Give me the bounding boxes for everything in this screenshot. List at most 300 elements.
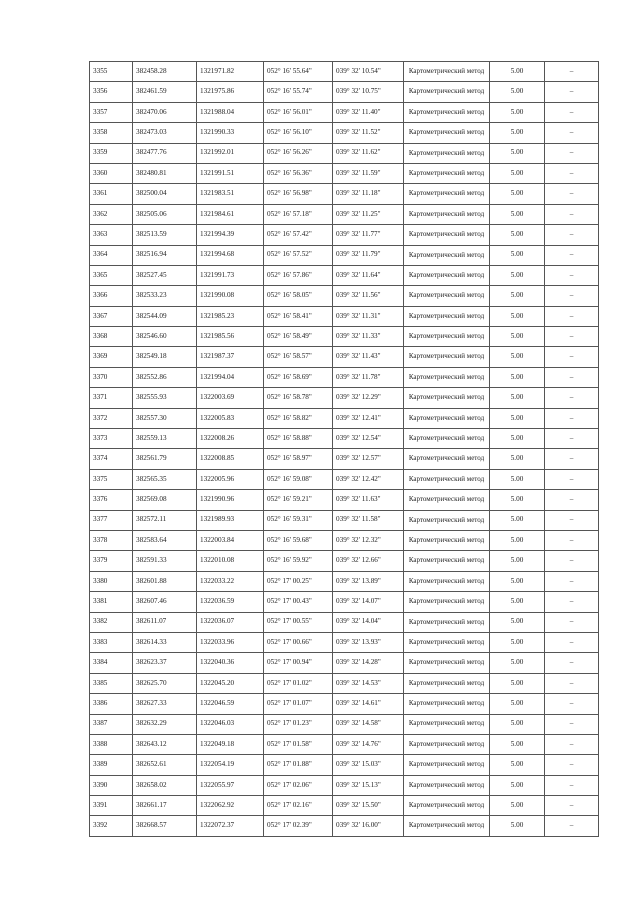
y-coordinate-cell: 1321985.56 [197, 327, 264, 347]
point-number-cell: 3357 [90, 102, 133, 122]
table-row [90, 449, 599, 469]
latitude-cell: 052° 16' 58.97" [264, 449, 333, 469]
description-cell: – [545, 102, 599, 122]
y-coordinate-cell: 1322010.08 [197, 551, 264, 571]
coordinates-table [89, 61, 599, 837]
table-row [90, 469, 599, 489]
y-coordinate-cell: 1321989.93 [197, 510, 264, 530]
x-coordinate-cell: 382652.61 [133, 755, 197, 775]
table-row [90, 306, 599, 326]
accuracy-cell: 5.00 [490, 347, 545, 367]
accuracy-cell: 5.00 [490, 204, 545, 224]
table-row [90, 367, 599, 387]
y-coordinate-cell: 1321985.23 [197, 306, 264, 326]
y-coordinate-cell: 1321988.04 [197, 102, 264, 122]
latitude-cell: 052° 17' 00.94" [264, 653, 333, 673]
longitude-cell: 039° 32' 12.57" [333, 449, 404, 469]
x-coordinate-cell: 382607.46 [133, 592, 197, 612]
point-number-cell: 3386 [90, 694, 133, 714]
latitude-cell: 052° 16' 58.05" [264, 286, 333, 306]
y-coordinate-cell: 1321987.37 [197, 347, 264, 367]
longitude-cell: 039° 32' 10.54" [333, 62, 404, 82]
latitude-cell: 052° 16' 58.69" [264, 367, 333, 387]
description-cell: – [545, 592, 599, 612]
point-number-cell: 3378 [90, 530, 133, 550]
x-coordinate-cell: 382461.59 [133, 82, 197, 102]
latitude-cell: 052° 16' 57.42" [264, 225, 333, 245]
accuracy-cell: 5.00 [490, 265, 545, 285]
longitude-cell: 039° 32' 11.79" [333, 245, 404, 265]
x-coordinate-cell: 382500.04 [133, 184, 197, 204]
method-cell: Картометрический метод [404, 245, 490, 265]
y-coordinate-cell: 1321984.61 [197, 204, 264, 224]
accuracy-cell: 5.00 [490, 632, 545, 652]
point-number-cell: 3390 [90, 775, 133, 795]
longitude-cell: 039° 32' 13.93" [333, 632, 404, 652]
table-row [90, 612, 599, 632]
method-cell: Картометрический метод [404, 490, 490, 510]
latitude-cell: 052° 16' 56.01" [264, 102, 333, 122]
method-cell: Картометрический метод [404, 469, 490, 489]
table-row [90, 286, 599, 306]
y-coordinate-cell: 1321990.96 [197, 490, 264, 510]
longitude-cell: 039° 32' 11.63" [333, 490, 404, 510]
description-cell: – [545, 143, 599, 163]
description-cell: – [545, 286, 599, 306]
point-number-cell: 3384 [90, 653, 133, 673]
x-coordinate-cell: 382661.17 [133, 796, 197, 816]
method-cell: Картометрический метод [404, 551, 490, 571]
latitude-cell: 052° 17' 02.16" [264, 796, 333, 816]
method-cell: Картометрический метод [404, 775, 490, 795]
x-coordinate-cell: 382544.09 [133, 306, 197, 326]
method-cell: Картометрический метод [404, 632, 490, 652]
table-row [90, 347, 599, 367]
latitude-cell: 052° 16' 58.78" [264, 388, 333, 408]
point-number-cell: 3387 [90, 714, 133, 734]
latitude-cell: 052° 17' 02.06" [264, 775, 333, 795]
point-number-cell: 3385 [90, 673, 133, 693]
longitude-cell: 039° 32' 11.77" [333, 225, 404, 245]
point-number-cell: 3372 [90, 408, 133, 428]
latitude-cell: 052° 16' 59.21" [264, 490, 333, 510]
description-cell: – [545, 490, 599, 510]
description-cell: – [545, 388, 599, 408]
point-number-cell: 3379 [90, 551, 133, 571]
x-coordinate-cell: 382643.12 [133, 734, 197, 754]
x-coordinate-cell: 382601.88 [133, 571, 197, 591]
accuracy-cell: 5.00 [490, 123, 545, 143]
table-body [90, 62, 599, 837]
table-row [90, 632, 599, 652]
description-cell: – [545, 816, 599, 836]
x-coordinate-cell: 382470.06 [133, 102, 197, 122]
y-coordinate-cell: 1322005.96 [197, 469, 264, 489]
description-cell: – [545, 632, 599, 652]
x-coordinate-cell: 382583.64 [133, 530, 197, 550]
x-coordinate-cell: 382549.18 [133, 347, 197, 367]
latitude-cell: 052° 16' 58.41" [264, 306, 333, 326]
method-cell: Картометрический метод [404, 225, 490, 245]
latitude-cell: 052° 16' 58.88" [264, 429, 333, 449]
table-row [90, 204, 599, 224]
point-number-cell: 3371 [90, 388, 133, 408]
longitude-cell: 039° 32' 12.42" [333, 469, 404, 489]
description-cell: – [545, 775, 599, 795]
point-number-cell: 3367 [90, 306, 133, 326]
point-number-cell: 3388 [90, 734, 133, 754]
accuracy-cell: 5.00 [490, 816, 545, 836]
longitude-cell: 039° 32' 15.50" [333, 796, 404, 816]
latitude-cell: 052° 16' 56.26" [264, 143, 333, 163]
point-number-cell: 3392 [90, 816, 133, 836]
x-coordinate-cell: 382516.94 [133, 245, 197, 265]
table-row [90, 163, 599, 183]
method-cell: Картометрический метод [404, 327, 490, 347]
point-number-cell: 3358 [90, 123, 133, 143]
point-number-cell: 3382 [90, 612, 133, 632]
latitude-cell: 052° 16' 58.49" [264, 327, 333, 347]
x-coordinate-cell: 382473.03 [133, 123, 197, 143]
x-coordinate-cell: 382565.35 [133, 469, 197, 489]
table-row [90, 714, 599, 734]
table-row [90, 694, 599, 714]
longitude-cell: 039° 32' 11.18" [333, 184, 404, 204]
accuracy-cell: 5.00 [490, 102, 545, 122]
x-coordinate-cell: 382572.11 [133, 510, 197, 530]
method-cell: Картометрический метод [404, 449, 490, 469]
point-number-cell: 3363 [90, 225, 133, 245]
point-number-cell: 3375 [90, 469, 133, 489]
method-cell: Картометрический метод [404, 62, 490, 82]
x-coordinate-cell: 382591.33 [133, 551, 197, 571]
description-cell: – [545, 184, 599, 204]
table-row [90, 796, 599, 816]
table-row [90, 490, 599, 510]
y-coordinate-cell: 1321992.01 [197, 143, 264, 163]
x-coordinate-cell: 382559.13 [133, 429, 197, 449]
accuracy-cell: 5.00 [490, 510, 545, 530]
accuracy-cell: 5.00 [490, 612, 545, 632]
accuracy-cell: 5.00 [490, 143, 545, 163]
description-cell: – [545, 163, 599, 183]
x-coordinate-cell: 382668.57 [133, 816, 197, 836]
method-cell: Картометрический метод [404, 347, 490, 367]
method-cell: Картометрический метод [404, 306, 490, 326]
latitude-cell: 052° 17' 01.23" [264, 714, 333, 734]
point-number-cell: 3364 [90, 245, 133, 265]
x-coordinate-cell: 382625.70 [133, 673, 197, 693]
method-cell: Картометрический метод [404, 82, 490, 102]
accuracy-cell: 5.00 [490, 490, 545, 510]
method-cell: Картометрический метод [404, 714, 490, 734]
method-cell: Картометрический метод [404, 388, 490, 408]
point-number-cell: 3380 [90, 571, 133, 591]
method-cell: Картометрический метод [404, 510, 490, 530]
y-coordinate-cell: 1322055.97 [197, 775, 264, 795]
x-coordinate-cell: 382552.86 [133, 367, 197, 387]
accuracy-cell: 5.00 [490, 388, 545, 408]
latitude-cell: 052° 17' 00.66" [264, 632, 333, 652]
latitude-cell: 052° 17' 00.55" [264, 612, 333, 632]
y-coordinate-cell: 1321994.39 [197, 225, 264, 245]
point-number-cell: 3383 [90, 632, 133, 652]
latitude-cell: 052° 16' 56.36" [264, 163, 333, 183]
x-coordinate-cell: 382546.60 [133, 327, 197, 347]
accuracy-cell: 5.00 [490, 306, 545, 326]
accuracy-cell: 5.00 [490, 449, 545, 469]
x-coordinate-cell: 382513.59 [133, 225, 197, 245]
x-coordinate-cell: 382632.29 [133, 714, 197, 734]
y-coordinate-cell: 1322033.96 [197, 632, 264, 652]
longitude-cell: 039° 32' 14.04" [333, 612, 404, 632]
accuracy-cell: 5.00 [490, 653, 545, 673]
longitude-cell: 039° 32' 12.32" [333, 530, 404, 550]
x-coordinate-cell: 382527.45 [133, 265, 197, 285]
y-coordinate-cell: 1321990.08 [197, 286, 264, 306]
y-coordinate-cell: 1322005.83 [197, 408, 264, 428]
method-cell: Картометрический метод [404, 204, 490, 224]
description-cell: – [545, 755, 599, 775]
x-coordinate-cell: 382569.08 [133, 490, 197, 510]
longitude-cell: 039° 32' 12.29" [333, 388, 404, 408]
y-coordinate-cell: 1322054.19 [197, 755, 264, 775]
longitude-cell: 039° 32' 12.66" [333, 551, 404, 571]
table-row [90, 123, 599, 143]
latitude-cell: 052° 17' 00.43" [264, 592, 333, 612]
longitude-cell: 039° 32' 11.40" [333, 102, 404, 122]
accuracy-cell: 5.00 [490, 734, 545, 754]
y-coordinate-cell: 1321971.82 [197, 62, 264, 82]
table-row [90, 143, 599, 163]
method-cell: Картометрический метод [404, 612, 490, 632]
point-number-cell: 3368 [90, 327, 133, 347]
x-coordinate-cell: 382477.76 [133, 143, 197, 163]
description-cell: – [545, 408, 599, 428]
method-cell: Картометрический метод [404, 816, 490, 836]
table-row [90, 102, 599, 122]
y-coordinate-cell: 1322008.26 [197, 429, 264, 449]
longitude-cell: 039° 32' 11.78" [333, 367, 404, 387]
y-coordinate-cell: 1322033.22 [197, 571, 264, 591]
table-row [90, 734, 599, 754]
y-coordinate-cell: 1322040.36 [197, 653, 264, 673]
description-cell: – [545, 225, 599, 245]
x-coordinate-cell: 382623.37 [133, 653, 197, 673]
description-cell: – [545, 82, 599, 102]
method-cell: Картометрический метод [404, 429, 490, 449]
table-row [90, 265, 599, 285]
longitude-cell: 039° 32' 11.56" [333, 286, 404, 306]
accuracy-cell: 5.00 [490, 327, 545, 347]
method-cell: Картометрический метод [404, 102, 490, 122]
longitude-cell: 039° 32' 14.76" [333, 734, 404, 754]
point-number-cell: 3377 [90, 510, 133, 530]
y-coordinate-cell: 1321994.04 [197, 367, 264, 387]
latitude-cell: 052° 16' 56.10" [264, 123, 333, 143]
accuracy-cell: 5.00 [490, 796, 545, 816]
latitude-cell: 052° 17' 01.88" [264, 755, 333, 775]
description-cell: – [545, 204, 599, 224]
longitude-cell: 039° 32' 14.53" [333, 673, 404, 693]
x-coordinate-cell: 382611.07 [133, 612, 197, 632]
x-coordinate-cell: 382557.30 [133, 408, 197, 428]
description-cell: – [545, 673, 599, 693]
accuracy-cell: 5.00 [490, 163, 545, 183]
method-cell: Картометрический метод [404, 265, 490, 285]
x-coordinate-cell: 382505.06 [133, 204, 197, 224]
x-coordinate-cell: 382458.28 [133, 62, 197, 82]
point-number-cell: 3374 [90, 449, 133, 469]
point-number-cell: 3361 [90, 184, 133, 204]
description-cell: – [545, 551, 599, 571]
longitude-cell: 039° 32' 14.61" [333, 694, 404, 714]
table-row [90, 551, 599, 571]
longitude-cell: 039° 32' 11.58" [333, 510, 404, 530]
table-row [90, 530, 599, 550]
longitude-cell: 039° 32' 13.89" [333, 571, 404, 591]
table-row [90, 184, 599, 204]
description-cell: – [545, 571, 599, 591]
point-number-cell: 3376 [90, 490, 133, 510]
description-cell: – [545, 265, 599, 285]
latitude-cell: 052° 16' 59.92" [264, 551, 333, 571]
longitude-cell: 039° 32' 11.43" [333, 347, 404, 367]
method-cell: Картометрический метод [404, 653, 490, 673]
y-coordinate-cell: 1322062.92 [197, 796, 264, 816]
y-coordinate-cell: 1322045.20 [197, 673, 264, 693]
description-cell: – [545, 327, 599, 347]
accuracy-cell: 5.00 [490, 367, 545, 387]
description-cell: – [545, 469, 599, 489]
table-row [90, 62, 599, 82]
table-row [90, 673, 599, 693]
x-coordinate-cell: 382614.33 [133, 632, 197, 652]
point-number-cell: 3359 [90, 143, 133, 163]
description-cell: – [545, 367, 599, 387]
x-coordinate-cell: 382533.23 [133, 286, 197, 306]
accuracy-cell: 5.00 [490, 755, 545, 775]
latitude-cell: 052° 16' 55.64" [264, 62, 333, 82]
accuracy-cell: 5.00 [490, 286, 545, 306]
accuracy-cell: 5.00 [490, 184, 545, 204]
latitude-cell: 052° 16' 55.74" [264, 82, 333, 102]
description-cell: – [545, 612, 599, 632]
latitude-cell: 052° 16' 57.52" [264, 245, 333, 265]
y-coordinate-cell: 1322003.69 [197, 388, 264, 408]
longitude-cell: 039° 32' 11.31" [333, 306, 404, 326]
description-cell: – [545, 449, 599, 469]
latitude-cell: 052° 17' 01.58" [264, 734, 333, 754]
accuracy-cell: 5.00 [490, 82, 545, 102]
accuracy-cell: 5.00 [490, 551, 545, 571]
y-coordinate-cell: 1322003.84 [197, 530, 264, 550]
latitude-cell: 052° 16' 59.31" [264, 510, 333, 530]
method-cell: Картометрический метод [404, 734, 490, 754]
x-coordinate-cell: 382561.79 [133, 449, 197, 469]
method-cell: Картометрический метод [404, 408, 490, 428]
table-row [90, 327, 599, 347]
accuracy-cell: 5.00 [490, 673, 545, 693]
longitude-cell: 039° 32' 14.28" [333, 653, 404, 673]
method-cell: Картометрический метод [404, 592, 490, 612]
description-cell: – [545, 62, 599, 82]
description-cell: – [545, 796, 599, 816]
table-row [90, 571, 599, 591]
longitude-cell: 039° 32' 11.25" [333, 204, 404, 224]
accuracy-cell: 5.00 [490, 530, 545, 550]
description-cell: – [545, 694, 599, 714]
longitude-cell: 039° 32' 10.75" [333, 82, 404, 102]
description-cell: – [545, 530, 599, 550]
point-number-cell: 3356 [90, 82, 133, 102]
point-number-cell: 3369 [90, 347, 133, 367]
method-cell: Картометрический метод [404, 163, 490, 183]
accuracy-cell: 5.00 [490, 245, 545, 265]
longitude-cell: 039° 32' 15.13" [333, 775, 404, 795]
latitude-cell: 052° 16' 59.08" [264, 469, 333, 489]
latitude-cell: 052° 16' 57.18" [264, 204, 333, 224]
latitude-cell: 052° 17' 00.25" [264, 571, 333, 591]
y-coordinate-cell: 1322036.07 [197, 612, 264, 632]
longitude-cell: 039° 32' 11.52" [333, 123, 404, 143]
longitude-cell: 039° 32' 12.41" [333, 408, 404, 428]
accuracy-cell: 5.00 [490, 429, 545, 449]
method-cell: Картометрический метод [404, 184, 490, 204]
longitude-cell: 039° 32' 16.00" [333, 816, 404, 836]
latitude-cell: 052° 16' 58.82" [264, 408, 333, 428]
longitude-cell: 039° 32' 11.64" [333, 265, 404, 285]
longitude-cell: 039° 32' 11.33" [333, 327, 404, 347]
table-row [90, 755, 599, 775]
method-cell: Картометрический метод [404, 530, 490, 550]
y-coordinate-cell: 1321991.73 [197, 265, 264, 285]
description-cell: – [545, 653, 599, 673]
method-cell: Картометрический метод [404, 755, 490, 775]
method-cell: Картометрический метод [404, 367, 490, 387]
description-cell: – [545, 306, 599, 326]
y-coordinate-cell: 1321975.86 [197, 82, 264, 102]
table-row [90, 245, 599, 265]
table-row [90, 592, 599, 612]
latitude-cell: 052° 16' 59.68" [264, 530, 333, 550]
latitude-cell: 052° 17' 01.07" [264, 694, 333, 714]
latitude-cell: 052° 17' 02.39" [264, 816, 333, 836]
table-row [90, 653, 599, 673]
y-coordinate-cell: 1322036.59 [197, 592, 264, 612]
point-number-cell: 3370 [90, 367, 133, 387]
longitude-cell: 039° 32' 14.07" [333, 592, 404, 612]
table-row [90, 225, 599, 245]
description-cell: – [545, 510, 599, 530]
y-coordinate-cell: 1322008.85 [197, 449, 264, 469]
description-cell: – [545, 734, 599, 754]
point-number-cell: 3381 [90, 592, 133, 612]
latitude-cell: 052° 16' 58.57" [264, 347, 333, 367]
y-coordinate-cell: 1322072.37 [197, 816, 264, 836]
table-row [90, 775, 599, 795]
table-row [90, 429, 599, 449]
method-cell: Картометрический метод [404, 143, 490, 163]
accuracy-cell: 5.00 [490, 694, 545, 714]
method-cell: Картометрический метод [404, 286, 490, 306]
y-coordinate-cell: 1322046.59 [197, 694, 264, 714]
description-cell: – [545, 429, 599, 449]
description-cell: – [545, 714, 599, 734]
point-number-cell: 3355 [90, 62, 133, 82]
accuracy-cell: 5.00 [490, 408, 545, 428]
latitude-cell: 052° 16' 56.98" [264, 184, 333, 204]
